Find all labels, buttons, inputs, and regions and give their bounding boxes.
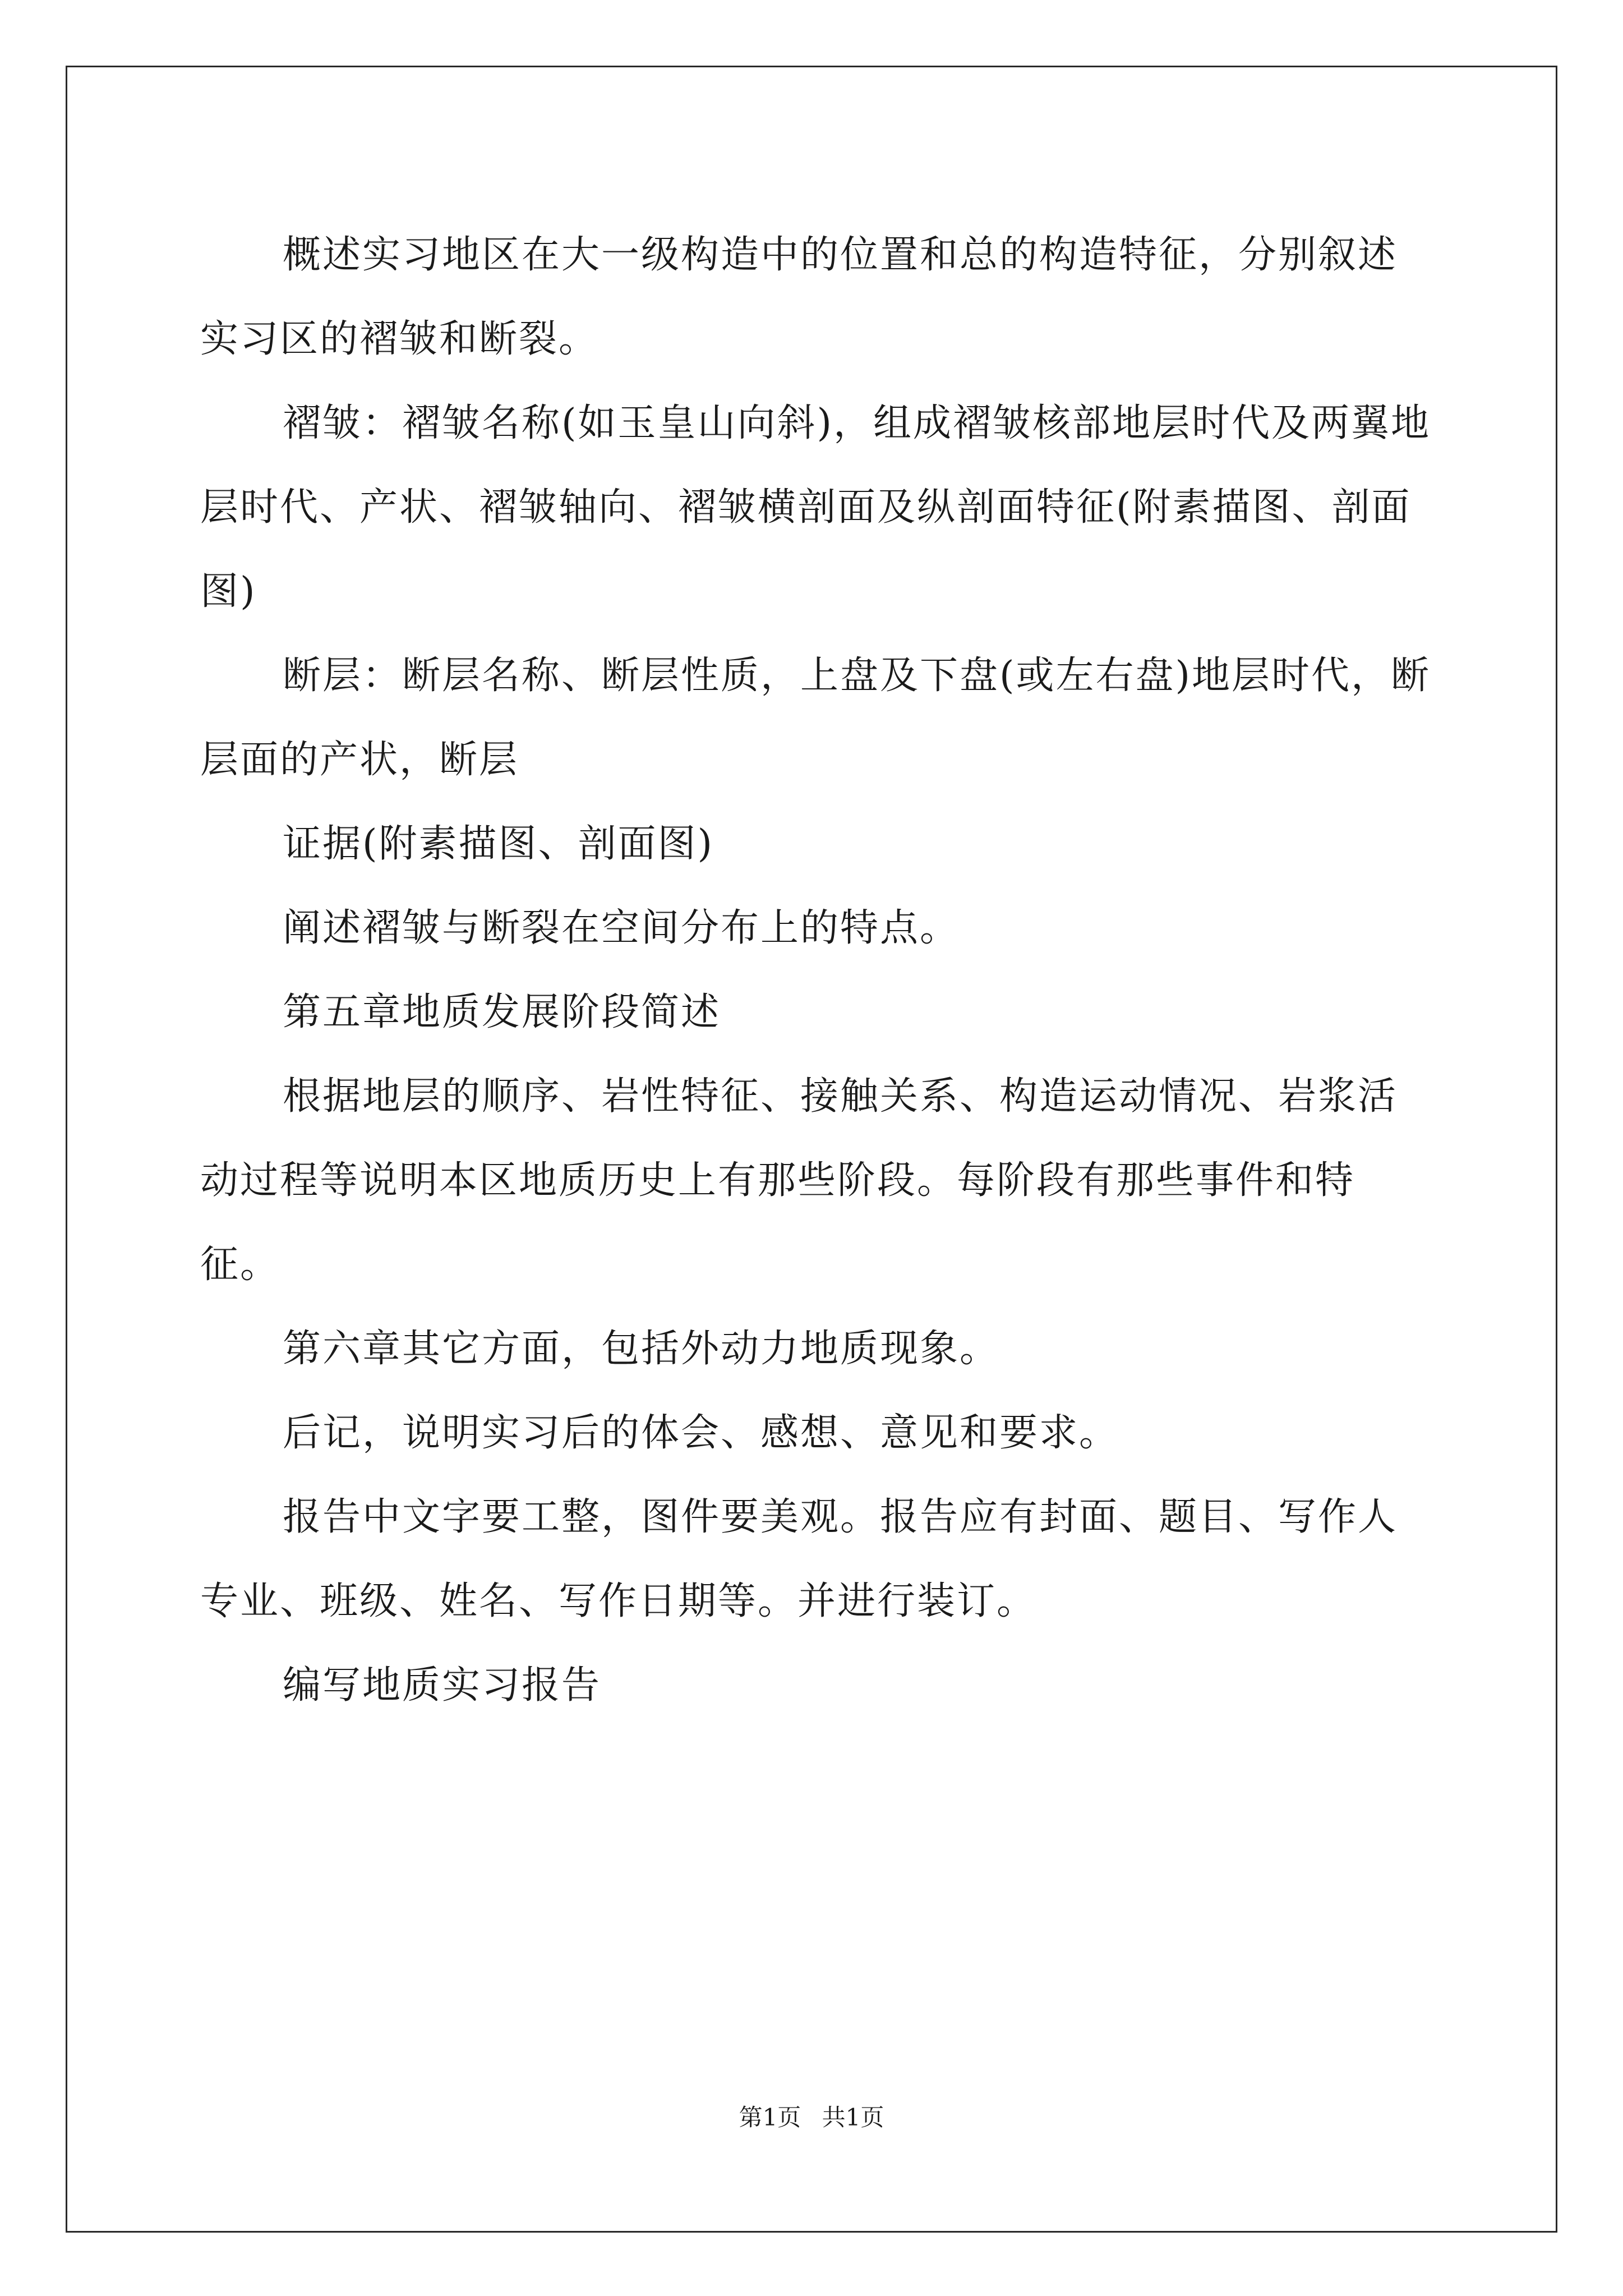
- paragraph-fault-evidence: 证据(附素描图、剖面图): [283, 822, 714, 866]
- heading-write-report: 编写地质实习报告: [283, 1663, 602, 1708]
- paragraph-faults: 断层：断层名称、断层性质，上盘及下盘(或左右盘)地层时代，断层面的产状，断层: [200, 654, 1431, 782]
- page-footer: [0, 2101, 1623, 2134]
- paragraph-spatial-distribution: 阐述褶皱与断裂在空间分布上的特点。: [283, 906, 960, 950]
- page-number-total: 共1页: [822, 2104, 884, 2131]
- heading-chapter-5: 第五章地质发展阶段简述: [283, 990, 721, 1034]
- paragraph-folds: 褶皱：褶皱名称(如玉皇山向斜)，组成褶皱核部地层时代及两翼地层时代、产状、褶皱轴向、褶皱横剖面及纵剖面特征(附素描图、剖面图): [200, 401, 1431, 614]
- paragraph-geologic-history: 根据地层的顺序、岩性特征、接触关系、构造运动情况、岩浆活动过程等说明本区地质历史上有那些阶段。每阶段有那些事件和特征。: [200, 1074, 1398, 1287]
- paragraph-report-requirements: 报告中文字要工整，图件要美观。报告应有封面、题目、写作人专业、班级、姓名、写作日期等。并进行装订。: [200, 1495, 1398, 1623]
- document-body: [200, 213, 1434, 1728]
- paragraph-postscript: 后记，说明实习后的体会、感想、意见和要求。: [283, 1411, 1119, 1455]
- page-number-current: 第1页: [739, 2104, 801, 2131]
- heading-chapter-6: 第六章其它方面，包括外动力地质现象。: [283, 1327, 1000, 1371]
- paragraph-structure-overview: 概述实习地区在大一级构造中的位置和总的构造特征，分别叙述实习区的褶皱和断裂。: [200, 233, 1398, 361]
